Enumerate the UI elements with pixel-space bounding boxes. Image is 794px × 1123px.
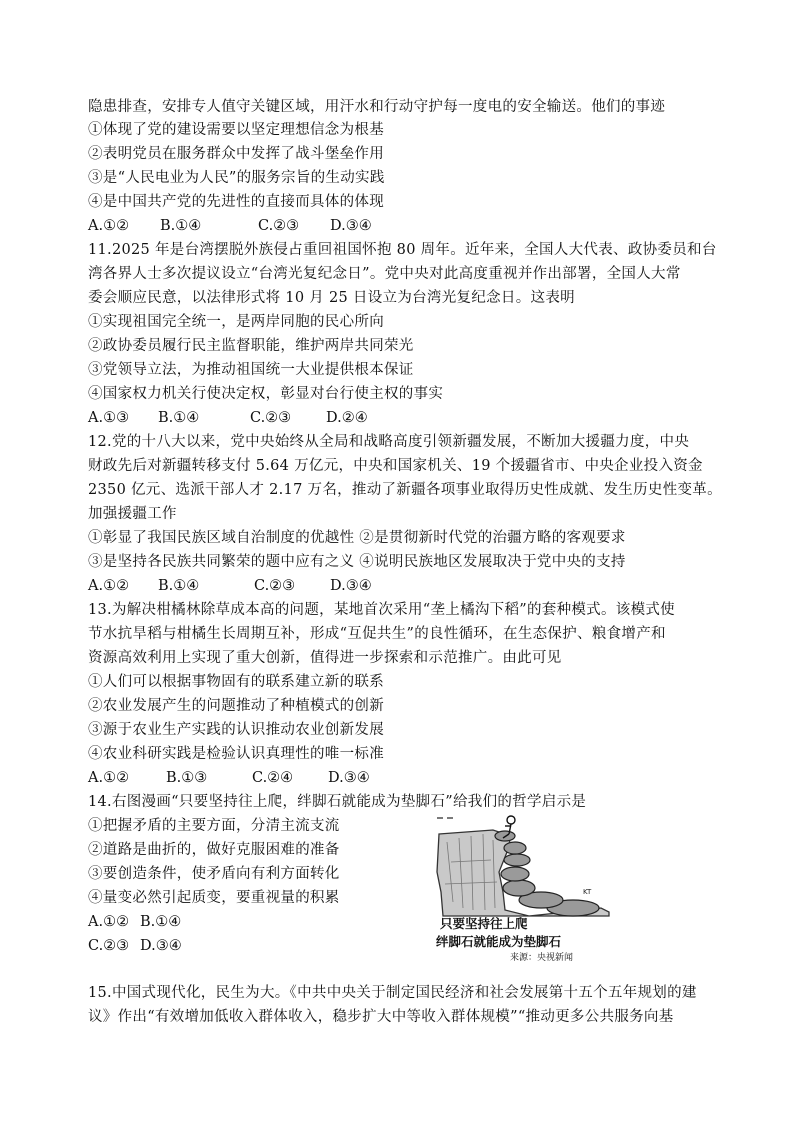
q13-option-c[interactable]: C.②④ <box>252 770 294 786</box>
q11-item-2: ②政协委员履行民主监督职能，维护两岸共同荣光 <box>88 338 414 354</box>
q10-item-2: ②表明党员在服务群众中发挥了战斗堡垒作用 <box>88 146 384 162</box>
q11-item-3: ③党领导立法，为推动祖国统一大业提供根本保证 <box>88 362 414 378</box>
comic-source: 来源：央视新闻 <box>510 953 574 963</box>
q13-item-3: ③源于农业生产实践的认识推动农业创新发展 <box>88 722 384 738</box>
q12-stem-line-3: 2350 亿元、选派干部人才 2.17 万名，推动了新疆各项事业取得历史性成就、发生历史性变革。 <box>88 482 722 498</box>
stone-5 <box>504 854 530 866</box>
comic-caption-line-1: 只要坚持往上爬 <box>440 916 528 931</box>
stone-3 <box>503 880 535 896</box>
q13-item-1: ①人们可以根据事物固有的联系建立新的联系 <box>88 674 384 690</box>
q10-options <box>88 216 372 236</box>
q12-option-d[interactable]: D.③④ <box>330 578 372 594</box>
q14-item-1: ①把握矛盾的主要方面，分清主流支流 <box>88 818 340 834</box>
q13-stem-line-1: 13.为解决柑橘林除草成本高的问题，某地首次采用“垄上橘沟下稻”的套种模式。该模式使 <box>88 602 675 618</box>
q12-stem-line-4: 加强援疆工作 <box>88 506 177 522</box>
q14-option-c[interactable]: C.②③ <box>88 938 130 954</box>
q12-option-c[interactable]: C.②③ <box>254 578 296 594</box>
q14-options-row-1 <box>88 912 181 932</box>
q14-option-d[interactable]: D.③④ <box>140 938 182 954</box>
q10-item-4: ④是中国共产党的先进性的直接而具体的体现 <box>88 194 384 210</box>
q13-stem-line-2: 节水抗旱稻与柑橘生长周期互补，形成“互促共生”的良性循环，在生态保护、粮食增产和 <box>88 626 666 642</box>
q11-option-a[interactable]: A.①③ <box>88 410 130 426</box>
q11-options <box>88 408 368 428</box>
q12-items-row-1: ①彰显了我国民族区域自治制度的优越性 ②是贯彻新时代党的治疆方略的客观要求 <box>88 530 626 546</box>
q10-option-c[interactable]: C.②③ <box>258 218 300 234</box>
q11-option-c[interactable]: C.②③ <box>250 410 292 426</box>
q13-option-d[interactable]: D.③④ <box>328 770 370 786</box>
comic-caption-line-2: 绊脚石就能成为垫脚石 <box>436 934 562 949</box>
q11-stem-line-3: 委会顺应民意，以法律形式将 10 月 25 日设立为台湾光复纪念日。这表明 <box>88 290 575 306</box>
q11-item-1: ①实现祖国完全统一，是两岸同胞的民心所向 <box>88 314 384 330</box>
q11-option-b[interactable]: B.①④ <box>158 410 200 426</box>
q12-items-row-2: ③是坚持各民族共同繁荣的题中应有之义 ④说明民族地区发展取决于党中央的支持 <box>88 554 626 570</box>
q13-options <box>88 768 370 788</box>
q15-stem-line-2: 议》作出“有效增加低收入群体收入，稳步扩大中等收入群体规模”“推动更多公共服务向基 <box>88 1009 674 1025</box>
stone-6 <box>504 842 526 854</box>
q13-item-2: ②农业发展产生的问题推动了种植模式的创新 <box>88 698 384 714</box>
q10-option-d[interactable]: D.③④ <box>330 218 372 234</box>
q13-option-a[interactable]: A.①② <box>88 770 130 786</box>
q14-item-3: ③要创造条件，使矛盾向有利方面转化 <box>88 866 340 882</box>
q10-stem-line: 隐患排查，安排专人值守关键区域，用汗水和行动守护每一度电的安全输送。他们的事迹 <box>88 99 666 115</box>
q10-option-a[interactable]: A.①② <box>88 218 130 234</box>
q14-stem-line: 14.右图漫画“只要坚持往上爬，绊脚石就能成为垫脚石”给我们的哲学启示是 <box>88 794 587 810</box>
q14-option-b[interactable]: B.①④ <box>140 914 182 930</box>
q12-option-b[interactable]: B.①④ <box>158 578 200 594</box>
q14-option-a[interactable]: A.①② <box>88 914 130 930</box>
q12-options <box>88 576 372 596</box>
q14-item-4: ④量变必然引起质变，要重视量的积累 <box>88 890 340 906</box>
q12-option-a[interactable]: A.①② <box>88 578 130 594</box>
q10-option-b[interactable]: B.①④ <box>160 218 202 234</box>
q13-stem-line-3: 资源高效利用上实现了重大创新，值得进一步探索和示范推广。由此可见 <box>88 650 562 666</box>
q10-item-1: ①体现了党的建设需要以坚定理想信念为根基 <box>88 122 384 138</box>
q14-options-row-2 <box>88 936 182 956</box>
q13-item-4: ④农业科研实践是检验认识真理性的唯一标准 <box>88 746 384 762</box>
stone-4 <box>501 867 529 881</box>
q11-stem-line-2: 湾各界人士多次提议设立“台湾光复纪念日”。党中央对此高度重视并作出部署，全国人大常 <box>88 266 681 282</box>
stone-label: KT <box>583 888 592 896</box>
q12-stem-line-2: 财政先后对新疆转移支付 5.64 万亿元，中央和国家机关、19 个援疆省市、中央企业投入资金 <box>88 458 703 474</box>
q10-item-3: ③是“人民电业为人民”的服务宗旨的生动实践 <box>88 170 385 186</box>
q15-stem-line-1: 15.中国式现代化，民生为大。《中共中央关于制定国民经济和社会发展第十五个五年规划的建 <box>88 985 697 1001</box>
q14-item-2: ②道路是曲折的，做好克服困难的准备 <box>88 842 340 858</box>
q12-stem-line-1: 12.党的十八大以来，党中央始终从全局和战略高度引领新疆发展，不断加大援疆力度，中央 <box>88 434 690 450</box>
q11-stem-line-1: 11.2025 年是台湾摆脱外族侵占重回祖国怀抱 80 周年。近年来，全国人大代表、政协委员和台 <box>88 242 717 258</box>
q11-option-d[interactable]: D.②④ <box>326 410 368 426</box>
q11-item-4: ④国家权力机关行使决定权，彰显对台行使主权的事实 <box>88 386 444 402</box>
q13-option-b[interactable]: B.①③ <box>166 770 208 786</box>
